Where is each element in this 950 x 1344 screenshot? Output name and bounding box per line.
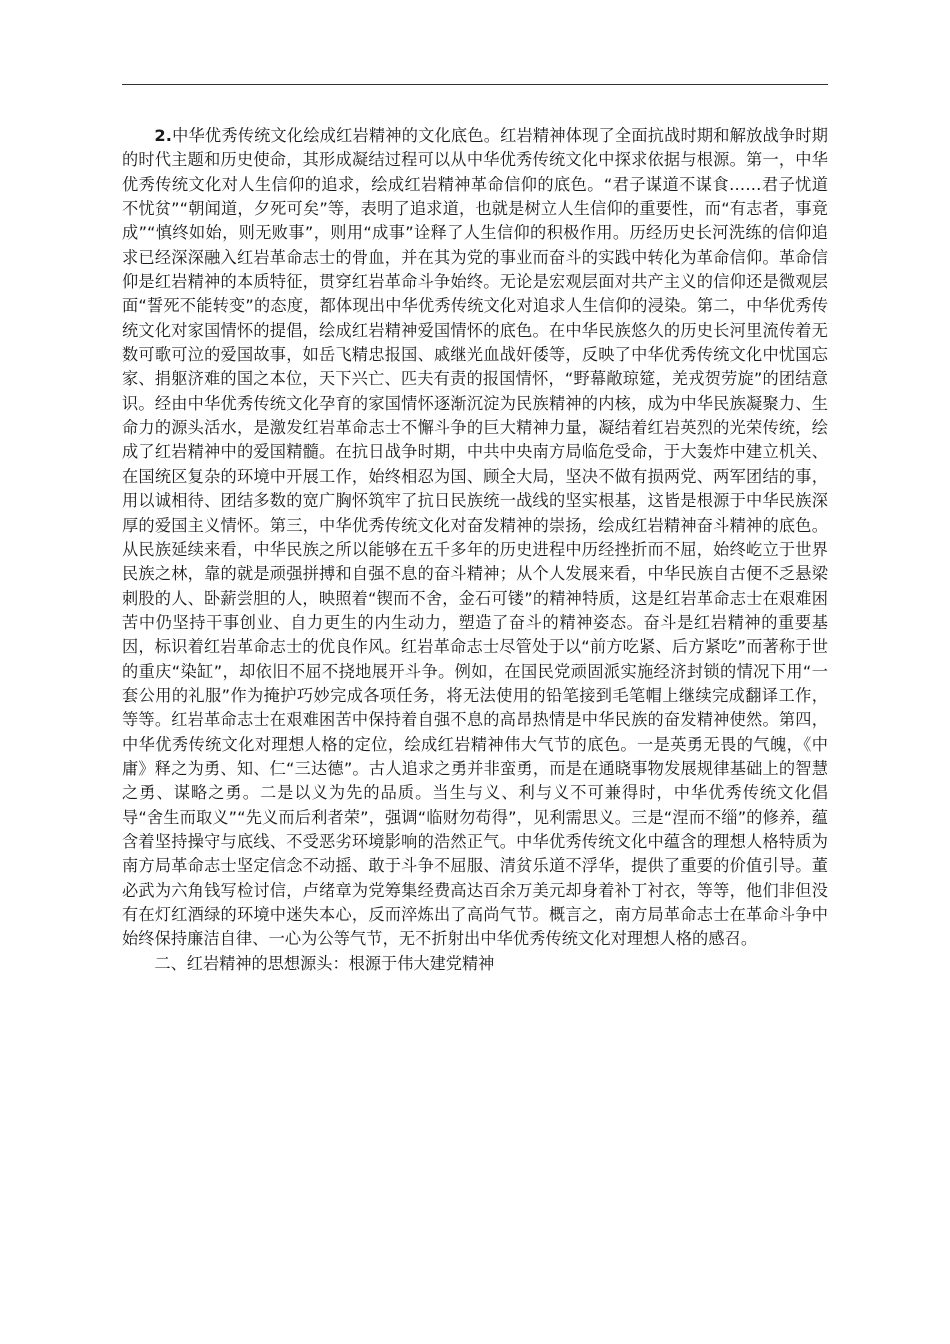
body-paragraph [122,124,828,952]
section-heading: 二、红岩精神的思想源头：根源于伟大建党精神 [154,953,495,973]
paragraph-text: 中华优秀传统文化绘成红岩精神的文化底色。红岩精神体现了全面抗战时期和解放战争时期的时代主题和历史使命，其形成凝结过程可以从中华优秀传统文化中探求依据与根源。第一，中华优秀传统文化对人生信仰的追求，绘成红岩精神革命信仰的底色。“君子谋道不谋食……君子忧道不忧贫”“朝闻道，夕死可矣”等，表明了追求道，也就是树立人生信仰的重要性，而“有志者，事竟成”“慎终如始，则无败事”，则用“成事”诠释了人生信仰的积极作用。历经历史长河洗练的信仰追求已经深深融入红岩革命志士的骨血，并在其为党的事业而奋斗的实践中转化为革命信仰。革命信仰是红岩精神的本质特征，贯穿红岩革命斗争始终。无论是宏观层面对共产主义的信仰还是微观层面“誓死不能转变”的态度，都体现出中华优秀传统文化对追求人生信仰的浸染。第二，中华优秀传统文化对家国情怀的提倡，绘成红岩精神爱国情怀的底色。在中华民族悠久的历史长河里流传着无数可歌可泣的爱国故事，如岳飞精忠报国、戚继光血战奸倭等，反映了中华优秀传统文化中忧国忘家、捐躯济难的国之本位，天下兴亡、匹夫有责的报国情怀，“野幕敞琼筵，羌戎贺劳旋”的团结意识。经由中华优秀传统文化孕育的家国情怀逐渐沉淀为民族精神的内核，成为中华民族凝聚力、生命力的源头活水，是激发红岩革命志士不懈斗争的巨大精神力量，凝结着红岩英烈的光荣传统，绘成了红岩精神中的爱国精髓。在抗日战争时期，中共中央南方局临危受命，于大轰炸中建立机关、在国统区复杂的环境中开展工作，始终相忍为国、顾全大局，坚决不做有损两党、两军团结的事，用以诚相待、团结多数的宽广胸怀筑牢了抗日民族统一战线的坚实根基，这皆是根源于中华民族深厚的爱国主义情怀。第三，中华优秀传统文化对奋发精神的崇扬，绘成红岩精神奋斗精神的底色。从民族延续来看，中华民族之所以能够在五千多年的历史进程中历经挫折而不屈，始终屹立于世界民族之林，靠的就是顽强拼搏和自强不息的奋斗精神；从个人发展来看，中华民族自古便不乏悬梁刺股的人、卧薪尝胆的人，映照着“锲而不舍，金石可镂”的精神特质，这是红岩革命志士在艰难困苦中仍坚持干事创业、自力更生的内生动力，塑造了奋斗的精神姿态。奋斗是红岩精神的重要基因，标识着红岩革命志士的优良作风。红岩革命志士尽管处于以“前方吃紧、后方紧吃”而著称于世的重庆“染缸”，却依旧不屈不挠地展开斗争。例如，在国民党顽固派实施经济封锁的情况下用“一套公用的礼服”作为掩护巧妙完成各项任务，将无法使用的铅笔接到毛笔帽上继续完成翻译工作，等等。红岩革命志士在艰难困苦中保持着自强不息的高昂热情是中华民族的奋发精神使然。第四，中华优秀传统文化对理想人格的定位，绘成红岩精神伟大气节的底色。一是英勇无畏的气魄，《中庸》释之为勇、知、仁“三达德”。古人追求之勇并非蛮勇，而是在通晓事物发展规律基础上的智慧之勇、谋略之勇。二是以义为先的品质。当生与义、利与义不可兼得时，中华优秀传统文化倡导“舍生而取义”“先义而后利者荣”，强调“临财勿苟得”，见利需思义。三是“涅而不缁”的修养，蕴含着坚持操守与底线、不受恶劣环境影响的浩然正气。中华优秀传统文化中蕴含的理想人格特质为南方局革命志士坚定信念不动摇、敢于斗争不屈服、清贫乐道不浮华，提供了重要的价值引导。董必武为六角钱写检讨信，卢绪章为党筹集经费高达百余万美元却身着补丁衬衣，等等，他们非但没有在灯红酒绿的环境中迷失本心，反而淬炼出了高尚气节。概言之，南方局革命志士在革命斗争中始终保持廉洁自律、一心为公等气节，无不折射出中华优秀传统文化对理想人格的感召。 [122,126,828,949]
document-body [122,124,828,976]
paragraph-number: 2. [154,126,173,145]
header-rule [122,84,828,85]
